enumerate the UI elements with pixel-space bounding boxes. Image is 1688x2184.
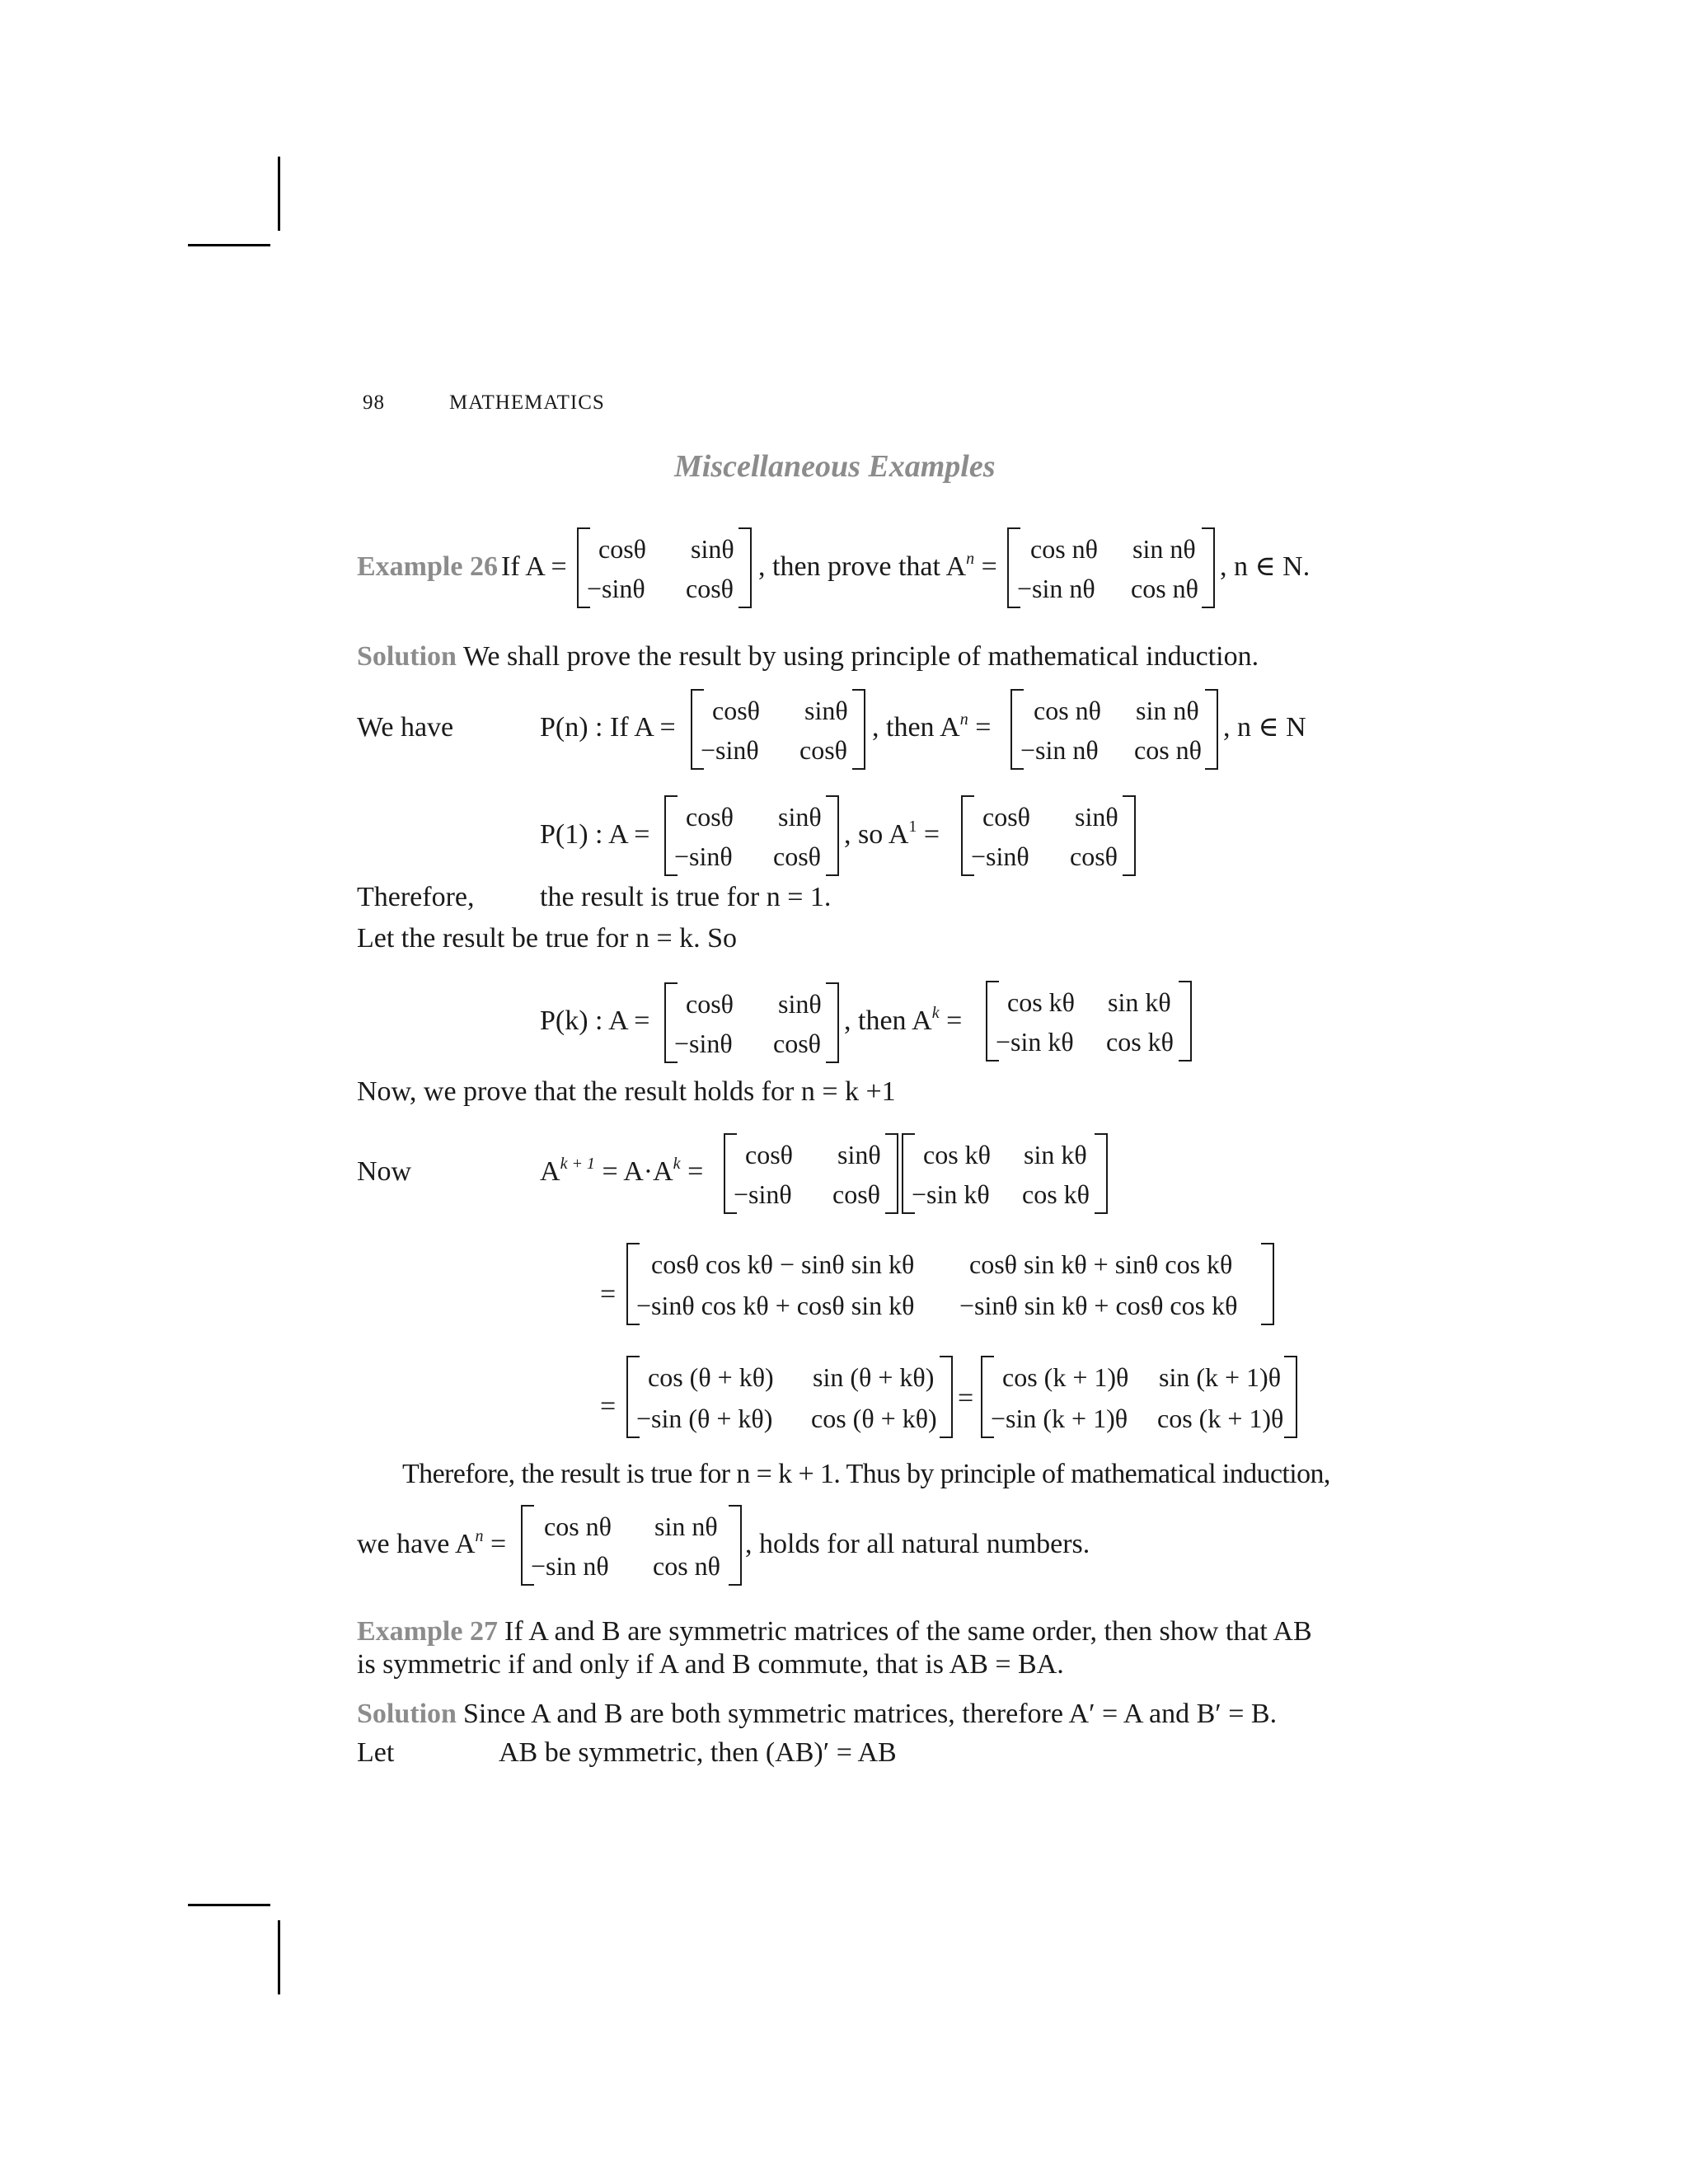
- matrix-cell: cosθ: [982, 802, 1030, 832]
- matrix-a: [724, 1133, 898, 1214]
- we-have-label: We have: [357, 712, 454, 743]
- matrix-cell: cosθ: [686, 802, 734, 832]
- matrix-cell: −sinθ sin kθ + cosθ cos kθ: [959, 1291, 1238, 1320]
- matrix-a: [664, 795, 839, 876]
- solution-27-text: Since A and B are both symmetric matrices, therefore A′ = A and B′ = B.: [463, 1699, 1278, 1729]
- now-label: Now: [357, 1156, 412, 1187]
- matrix-cell: cos (k + 1)θ: [1002, 1362, 1129, 1392]
- matrix-cell: sinθ: [1075, 802, 1118, 832]
- page-number: 98: [363, 391, 385, 414]
- matrix-cell: cos kθ: [923, 1140, 991, 1169]
- pn-statement: P(n) : If A =: [540, 712, 676, 743]
- matrix-sum: [626, 1356, 953, 1438]
- matrix-cell: −sinθ: [674, 841, 733, 871]
- therefore-text: the result is true for n = 1.: [540, 882, 832, 912]
- matrix-cell: cosθ: [745, 1140, 793, 1169]
- solution-text: We shall prove the result by using principle of mathematical induction.: [463, 641, 1259, 672]
- solution-label: Solution: [357, 641, 457, 672]
- matrix-cell: cos nθ: [1030, 534, 1098, 564]
- matrix-cell: cosθ: [712, 696, 760, 725]
- matrix-a: [691, 689, 865, 770]
- matrix-cell: sinθ: [837, 1140, 881, 1169]
- equals-sign: =: [600, 1391, 617, 1422]
- matrix-cell: cosθ cos kθ − sinθ sin kθ: [651, 1249, 915, 1279]
- matrix-cell: sinθ: [778, 989, 822, 1019]
- let-statement: AB be symmetric, then (AB)′ = AB: [499, 1737, 897, 1768]
- holds-text: , holds for all natural numbers.: [745, 1529, 1090, 1559]
- pk-statement: P(k) : A =: [540, 1005, 650, 1036]
- matrix-cell: sin nθ: [1132, 534, 1196, 564]
- matrix-cell: sin (k + 1)θ: [1159, 1362, 1282, 1392]
- example-26-tail: , n ∈ N.: [1220, 551, 1311, 582]
- matrix-cell: sin kθ: [1024, 1140, 1087, 1169]
- section-title: Miscellaneous Examples: [674, 449, 996, 484]
- matrix-cell: −sinθ: [734, 1179, 792, 1209]
- matrix-cell: cosθ sin kθ + sinθ cos kθ: [969, 1249, 1233, 1279]
- let-text: Let the result be true for n = k. So: [357, 923, 738, 954]
- matrix-cell: cosθ: [773, 841, 821, 871]
- pn-then: , then $A^n$ =: [872, 710, 992, 743]
- example-26-if: If A =: [501, 551, 567, 582]
- matrix-cell: −sin nθ: [1020, 735, 1099, 765]
- conclusion-text: Therefore, the result is true for n = k + 1. Thus by principle of mathematical induction,: [402, 1459, 1330, 1489]
- matrix-cell: −sinθ cos kθ + cosθ sin kθ: [636, 1291, 915, 1320]
- let-label: Let: [357, 1737, 395, 1768]
- matrix-cell: cos nθ: [653, 1551, 720, 1581]
- matrix-cell: cosθ: [686, 574, 734, 603]
- matrix-cell: cosθ: [1070, 841, 1118, 871]
- matrix-cell: cos nθ: [1134, 735, 1202, 765]
- pk-then: , then $A^k$ =: [844, 1004, 963, 1036]
- matrix-cell: cosθ: [773, 1029, 821, 1058]
- matrix-ak: [902, 1133, 1108, 1214]
- matrix-cell: sinθ: [778, 802, 822, 832]
- matrix-cell: −sin nθ: [531, 1551, 609, 1581]
- matrix-an: [1010, 689, 1218, 770]
- we-have-final: we have $A^n$ =: [357, 1527, 507, 1559]
- matrix-cell: cosθ: [686, 989, 734, 1019]
- matrix-cell: sinθ: [804, 696, 848, 725]
- matrix-cell: cosθ: [799, 735, 847, 765]
- matrix-cell: −sin kθ: [912, 1179, 990, 1209]
- matrix-cell: sinθ: [691, 534, 734, 564]
- p1-statement: P(1) : A =: [540, 819, 650, 850]
- matrix-cell: cos nθ: [544, 1511, 612, 1541]
- matrix-cell: cos kθ: [1106, 1027, 1174, 1057]
- pn-tail: , n ∈ N: [1223, 712, 1306, 743]
- matrix-cell: sin nθ: [1136, 696, 1199, 725]
- matrix-cell: cosθ: [598, 534, 646, 564]
- therefore-label: Therefore,: [357, 882, 475, 912]
- matrix-cell: cosθ: [832, 1179, 880, 1209]
- matrix-cell: −sin (k + 1)θ: [991, 1404, 1128, 1433]
- matrix-cell: −sinθ: [674, 1029, 733, 1058]
- matrix-product: [626, 1243, 1274, 1325]
- matrix-an-final: [521, 1505, 742, 1586]
- matrix-an: [1007, 527, 1215, 608]
- example-26-mid: , then prove that $A^n$ =: [758, 550, 997, 582]
- example-26-label: Example 26: [357, 551, 498, 582]
- running-header: MATHEMATICS: [449, 391, 605, 414]
- matrix-a1: [961, 795, 1136, 876]
- example-27-line2: is symmetric if and only if A and B commute, that is AB = BA.: [357, 1649, 1064, 1680]
- matrix-cell: cos (θ + kθ): [811, 1404, 937, 1433]
- crop-mark: [278, 157, 280, 231]
- matrix-cell: sin kθ: [1108, 987, 1171, 1017]
- matrix-a: [664, 982, 839, 1063]
- matrix-cell: cos kθ: [1007, 987, 1075, 1017]
- now-prove-text: Now, we prove that the result holds for n = k +1: [357, 1076, 896, 1107]
- p1-so: , so $A^1$ =: [844, 818, 940, 850]
- matrix-cell: cos (θ + kθ): [648, 1362, 774, 1392]
- matrix-cell: cos kθ: [1022, 1179, 1090, 1209]
- ak1-lhs: $A^{k + 1} = A\cdot A^k$ =: [540, 1155, 704, 1187]
- matrix-cell: −sinθ: [701, 735, 759, 765]
- matrix-cell: sin (θ + kθ): [813, 1362, 935, 1392]
- matrix-cell: sin nθ: [654, 1511, 718, 1541]
- matrix-a: [577, 527, 752, 608]
- equals-sign: =: [958, 1383, 974, 1413]
- matrix-cell: −sinθ: [971, 841, 1029, 871]
- matrix-cell: cos nθ: [1034, 696, 1101, 725]
- crop-mark: [188, 244, 270, 246]
- matrix-cell: cos nθ: [1131, 574, 1198, 603]
- example-27-line1: If A and B are symmetric matrices of the same order, then show that AB: [504, 1616, 1312, 1647]
- matrix-cell: cos (k + 1)θ: [1157, 1404, 1284, 1433]
- matrix-k1: [981, 1356, 1297, 1438]
- matrix-ak: [986, 981, 1192, 1062]
- solution-27-label: Solution: [357, 1699, 457, 1729]
- matrix-cell: −sin kθ: [996, 1027, 1074, 1057]
- equals-sign: =: [600, 1279, 617, 1310]
- crop-mark: [188, 1904, 270, 1906]
- matrix-cell: −sinθ: [587, 574, 645, 603]
- matrix-cell: −sin nθ: [1017, 574, 1095, 603]
- matrix-cell: −sin (θ + kθ): [636, 1404, 773, 1433]
- crop-mark: [278, 1920, 280, 1994]
- example-27-label: Example 27: [357, 1616, 498, 1647]
